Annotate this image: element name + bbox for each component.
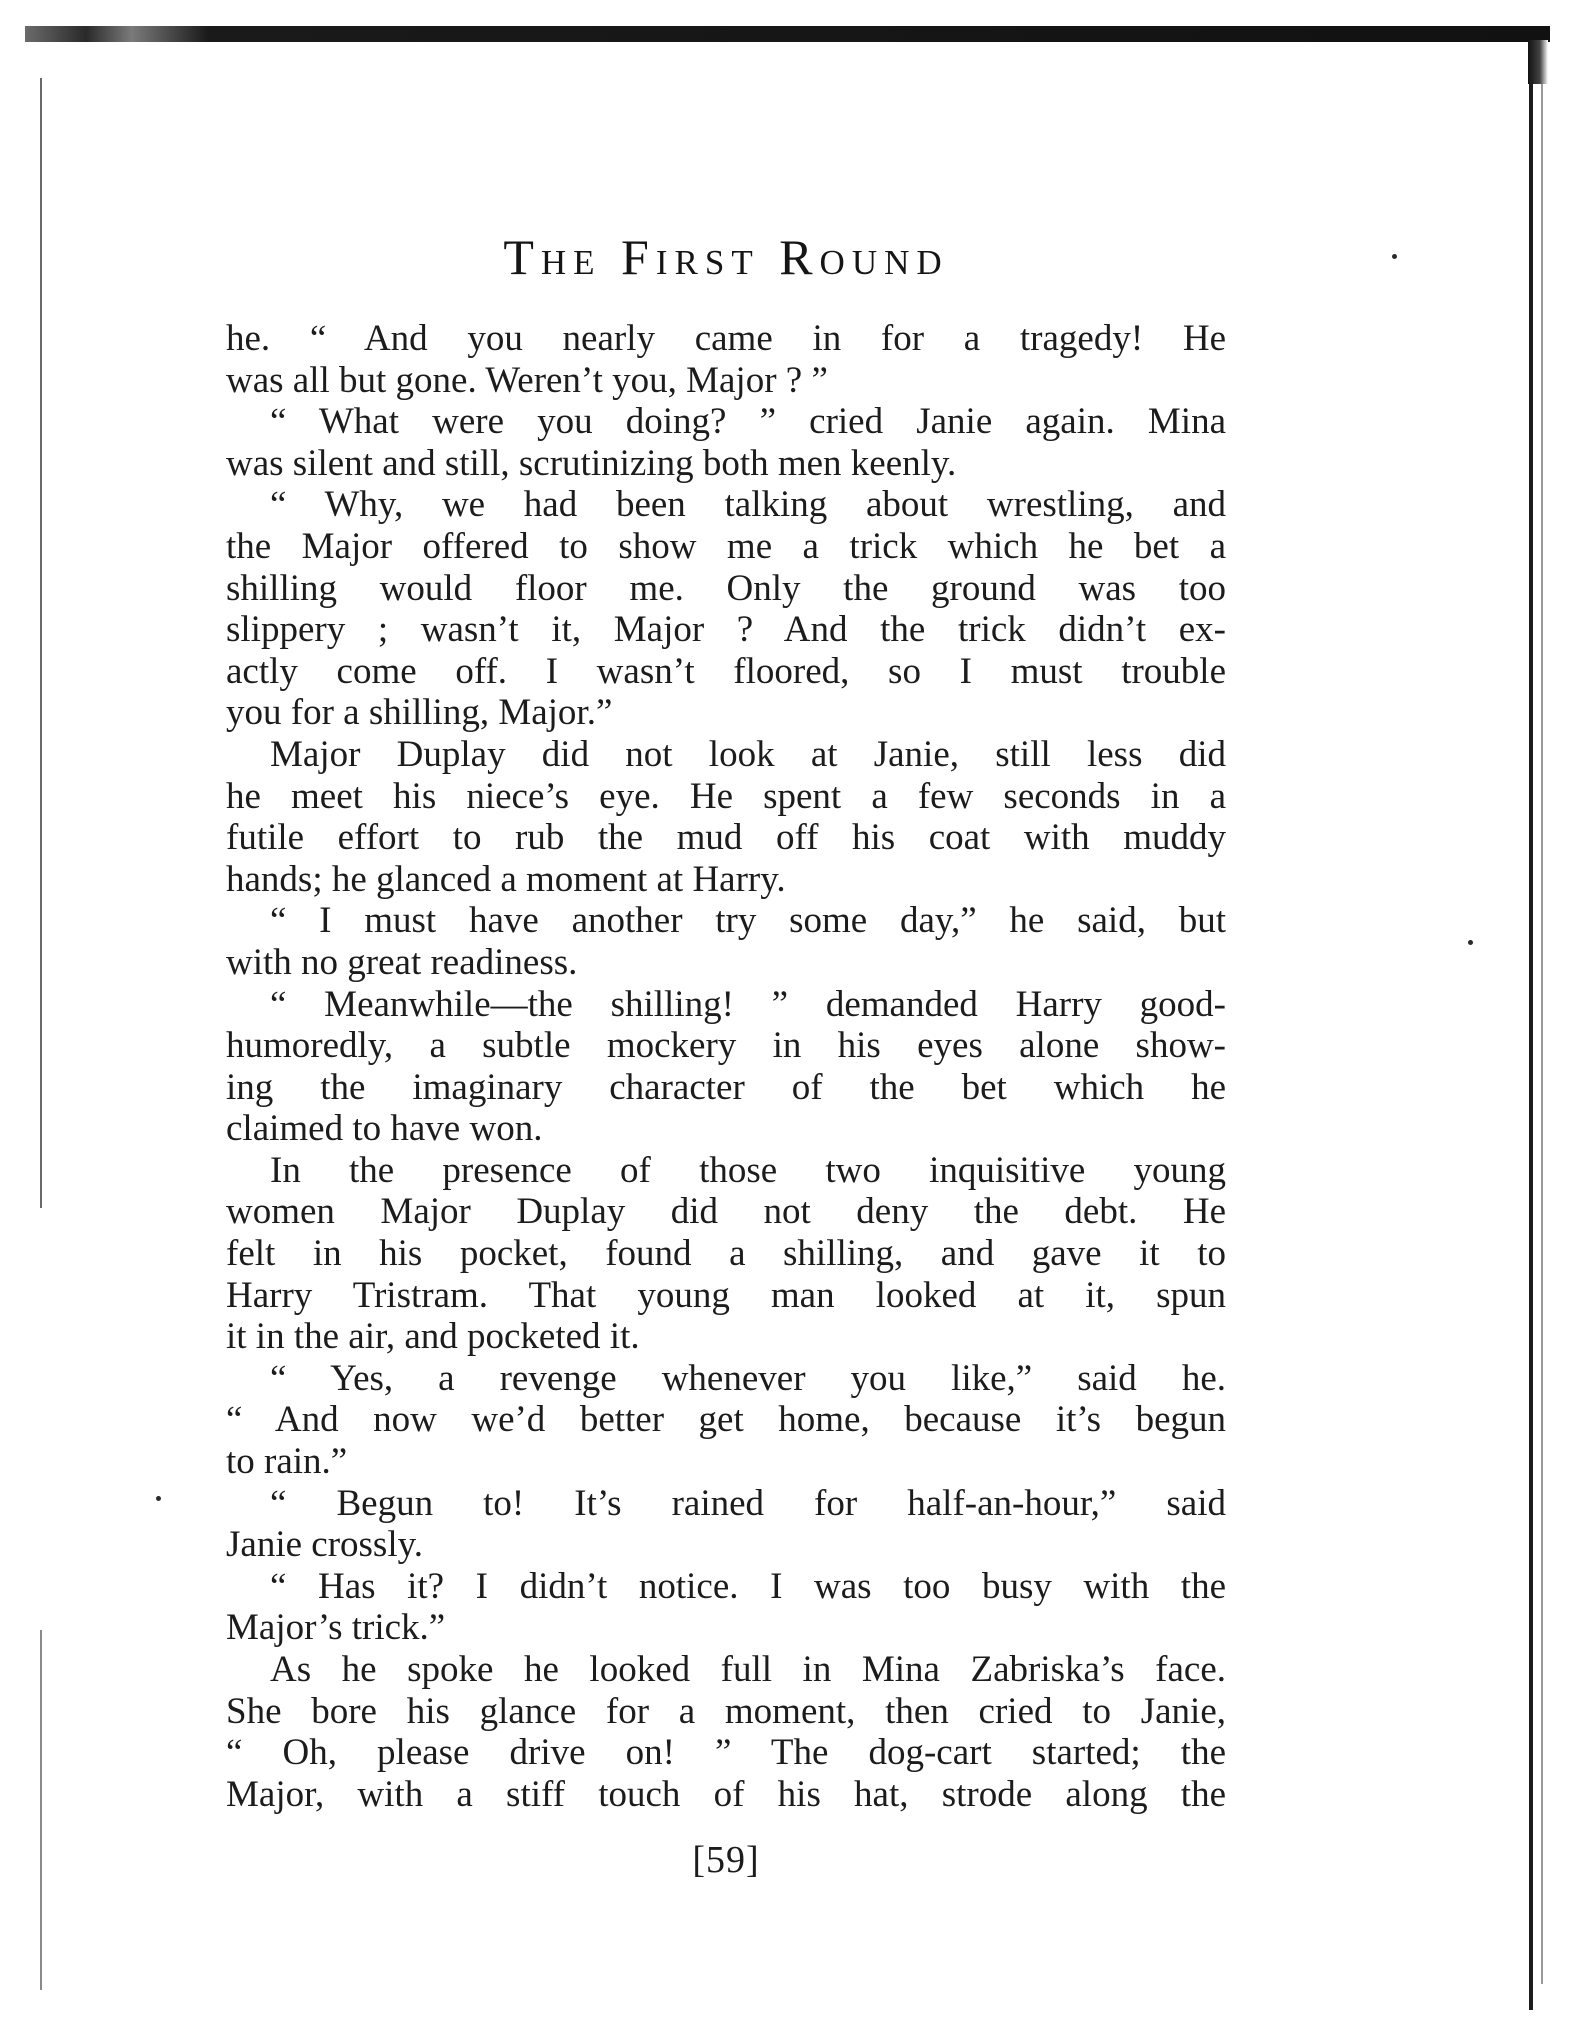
text-line: Harry Tristram. That young man looked at it, spun: [226, 1274, 1226, 1316]
scan-speck: [1468, 940, 1473, 945]
scan-corner-shadow: [1528, 40, 1548, 84]
text-line: he meet his niece’s eye. He spent a few seconds in a: [226, 775, 1226, 817]
text-line: “ Yes, a revenge whenever you like,” said he.: [270, 1357, 1226, 1399]
text-line: In the presence of those two inquisitive young: [270, 1149, 1226, 1191]
scan-right-edge-shadow: [1541, 84, 1543, 1984]
text-line: humoredly, a subtle mockery in his eyes alone show-: [226, 1025, 1226, 1067]
text-line: Major, with a stiff touch of his hat, strode along the: [226, 1773, 1226, 1815]
text-line: Major’s trick.”: [226, 1607, 446, 1649]
text-line: Janie crossly.: [226, 1524, 423, 1566]
text-line: was silent and still, scrutinizing both men keenly.: [226, 442, 957, 484]
text-line: futile effort to rub the mud off his coat with muddy: [226, 817, 1226, 859]
text-line: slippery ; wasn’t it, Major ? And the trick didn’t ex-: [226, 609, 1226, 651]
text-line: “ Meanwhile—the shilling! ” demanded Harry good-: [270, 983, 1226, 1025]
text-line: “ What were you doing? ” cried Janie again. Mina: [270, 401, 1226, 443]
page-number: [59]: [692, 1839, 760, 1881]
scan-left-edge-lower: [40, 1630, 42, 1990]
scan-right-edge: [1529, 80, 1533, 2010]
text-line: She bore his glance for a moment, then cried to Janie,: [226, 1690, 1226, 1732]
text-line: “ Begun to! It’s rained for half-an-hour,” said: [270, 1482, 1226, 1524]
text-line: shilling would floor me. Only the ground was too: [226, 567, 1226, 609]
body-text: [226, 318, 1226, 1815]
scan-top-edge: [25, 26, 1550, 42]
scan-left-edge: [40, 78, 42, 1208]
text-line: ing the imaginary character of the bet which he: [226, 1066, 1226, 1108]
text-line: claimed to have won.: [226, 1108, 543, 1150]
text-line: “ Oh, please drive on! ” The dog-cart started; the: [226, 1732, 1226, 1774]
text-line: felt in his pocket, found a shilling, and gave it to: [226, 1233, 1226, 1275]
scan-speck: [1392, 254, 1397, 259]
text-line: was all but gone. Weren’t you, Major ? ”: [226, 359, 828, 401]
text-line: the Major offered to show me a trick which he bet a: [226, 525, 1226, 567]
scan-speck: [156, 1496, 161, 1501]
text-line: with no great readiness.: [226, 941, 578, 983]
text-line: Major Duplay did not look at Janie, still less did: [270, 733, 1226, 775]
text-line: women Major Duplay did not deny the debt. He: [226, 1191, 1226, 1233]
text-line: “ I must have another try some day,” he said, but: [270, 900, 1226, 942]
text-line: “ Why, we had been talking about wrestling, and: [270, 484, 1226, 526]
text-line: he. “ And you nearly came in for a tragedy! He: [226, 318, 1226, 359]
text-line: hands; he glanced a moment at Harry.: [226, 858, 786, 900]
text-line: “ And now we’d better get home, because it’s begun: [226, 1399, 1226, 1441]
text-line: it in the air, and pocketed it.: [226, 1316, 640, 1358]
text-line: “ Has it? I didn’t notice. I was too busy with the: [270, 1565, 1226, 1607]
text-line: to rain.”: [226, 1441, 348, 1483]
text-line: As he spoke he looked full in Mina Zabriska’s face.: [270, 1649, 1226, 1690]
text-line: you for a shilling, Major.”: [226, 692, 613, 734]
running-header: The First Round: [503, 229, 949, 285]
text-line: actly come off. I wasn’t floored, so I must trouble: [226, 650, 1226, 692]
